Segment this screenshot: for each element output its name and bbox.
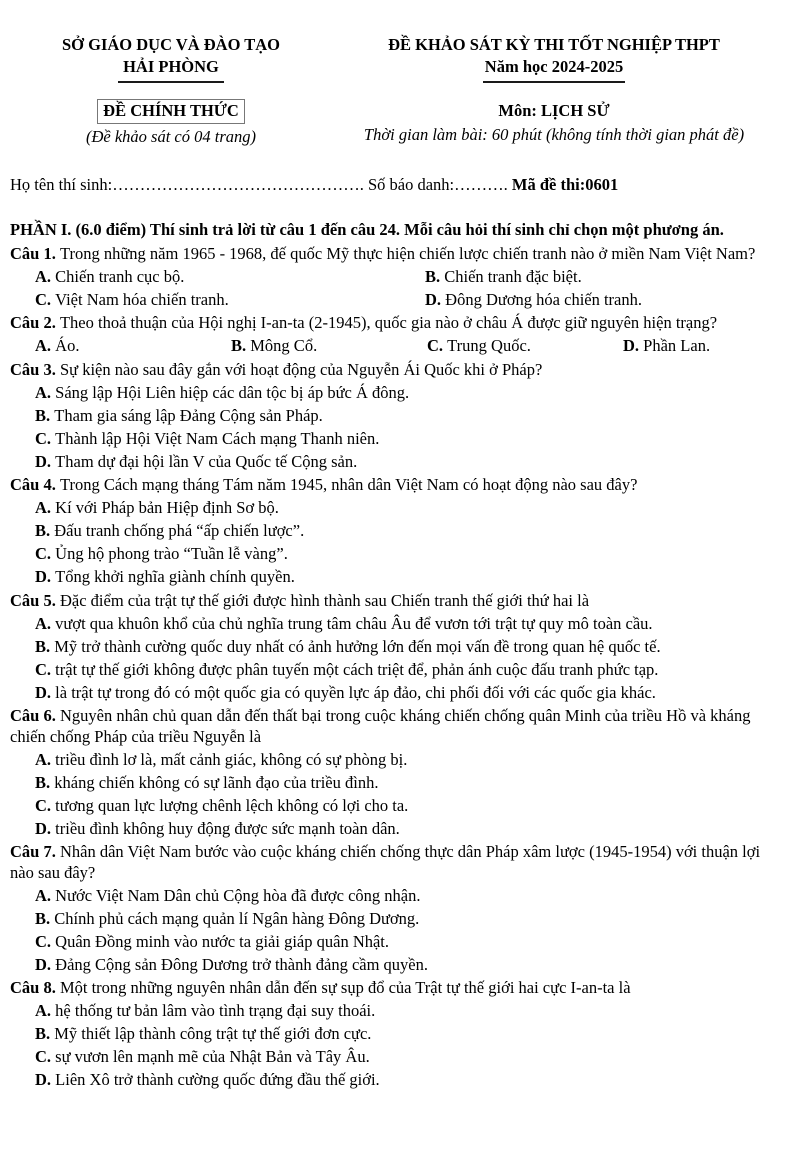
option-text: Đông Dương hóa chiến tranh.: [445, 289, 643, 309]
option-text: Kí với Pháp bản Hiệp định Sơ bộ.: [55, 498, 279, 517]
option-text: Mỹ trở thành cường quốc duy nhất có ảnh hưởng lớn đến mọi vấn đề trong quan hệ quốc tế.: [54, 636, 661, 656]
official-exam-badge: ĐỀ CHÍNH THỨC: [97, 99, 245, 124]
option-letter: A.: [35, 498, 56, 517]
option-letter: C.: [35, 289, 56, 309]
question: [10, 360, 776, 473]
option-letter: B.: [35, 772, 55, 792]
question: [10, 706, 776, 839]
options: [10, 614, 776, 704]
question-text: Một trong những nguyên nhân dẫn đến sự sụp đổ của Trật tự thế giới hai cực I-an-ta là: [59, 978, 631, 997]
question: [10, 978, 776, 1091]
options: [10, 498, 776, 588]
question-stem: [10, 360, 776, 381]
options: [10, 264, 776, 310]
option-text: trật tự thế giới không được phân tuyến một cách triệt để, phản ánh cuộc đấu tranh phức tạp.: [55, 659, 659, 679]
option-c: [427, 336, 623, 357]
exam-code: Mã đề thi:0601: [511, 174, 619, 194]
option-b: [35, 909, 776, 930]
option-letter: D.: [425, 289, 446, 309]
option-c: [35, 660, 776, 681]
option-text: Áo.: [55, 336, 80, 355]
option-text: Nước Việt Nam Dân chủ Cộng hòa đã được công nhận.: [55, 885, 421, 905]
registration-number-dots: ……….: [454, 174, 512, 194]
option-d: [35, 567, 776, 588]
question-text: Trong những năm 1965 - 1968, đế quốc Mỹ thực hiện chiến lược chiến tranh nào ở miền Nam Việt Nam?: [59, 243, 756, 263]
exam-header: [10, 34, 776, 148]
question-label: Câu 2.: [10, 313, 60, 332]
option-letter: C.: [35, 428, 56, 448]
exam-title: ĐỀ KHẢO SÁT KỲ THI TỐT NGHIỆP THPT: [388, 35, 720, 54]
option-letter: A.: [35, 613, 56, 633]
option-letter: B.: [35, 521, 55, 540]
duration-line: Thời gian làm bài: 60 phút (không tính thời gian phát đề): [363, 125, 745, 144]
option-text: Phần Lan.: [643, 336, 711, 355]
question-label: Câu 4.: [10, 475, 60, 494]
question-stem: [10, 706, 776, 747]
official-box-wrap: [10, 83, 332, 124]
header-right-rule: [483, 81, 625, 83]
question-text: Theo thoả thuận của Hội nghị I-an-ta (2-1945), quốc gia nào ở châu Á được giữ nguyên hiện trạng?: [59, 313, 718, 332]
question: [10, 842, 776, 975]
subject-line: Môn: LỊCH SỬ: [498, 101, 610, 120]
option-text: Tổng khởi nghĩa giành chính quyền.: [55, 567, 295, 586]
question-label: Câu 5.: [10, 590, 60, 610]
option-d: [425, 290, 776, 311]
option-text: Mỹ thiết lập thành công trật tự thế giới đơn cực.: [54, 1024, 372, 1043]
options: [10, 383, 776, 473]
option-text: Liên Xô trở thành cường quốc đứng đầu thế giới.: [55, 1070, 380, 1089]
option-letter: D.: [623, 336, 644, 355]
option-letter: A.: [35, 885, 56, 905]
option-letter: D.: [35, 818, 56, 838]
option-a: [35, 614, 776, 635]
option-b: [231, 336, 427, 357]
question-stem: [10, 978, 776, 999]
option-letter: D.: [35, 1070, 56, 1089]
option-letter: B.: [35, 405, 55, 425]
option-d: [35, 452, 776, 473]
options: [10, 1001, 776, 1091]
option-c: [35, 1047, 776, 1068]
question-label: Câu 8.: [10, 978, 60, 997]
option-letter: B.: [231, 336, 251, 355]
option-letter: D.: [35, 682, 56, 702]
option-a: [35, 1001, 776, 1022]
option-letter: A.: [35, 336, 56, 355]
option-text: Đảng Cộng sản Đông Dương trở thành đảng cầm quyền.: [55, 954, 429, 974]
option-c: [35, 932, 776, 953]
option-text: vượt qua khuôn khổ của chủ nghĩa trung tâm châu Âu để vươn tới trật tự quy mô toàn cầu.: [55, 613, 653, 633]
school-year: Năm học 2024-2025: [484, 57, 624, 76]
option-text: Chiến tranh cục bộ.: [55, 266, 185, 286]
question-label: Câu 3.: [10, 359, 60, 379]
option-b: [425, 267, 776, 288]
question-text: Sự kiện nào sau đây gắn với hoạt động của Nguyễn Ái Quốc khi ở Pháp?: [59, 359, 543, 379]
question-label: Câu 7.: [10, 842, 60, 861]
option-letter: D.: [35, 567, 56, 586]
options: [10, 886, 776, 976]
option-letter: C.: [35, 659, 56, 679]
option-text: tương quan lực lượng chênh lệch không có lợi cho ta.: [55, 795, 409, 815]
option-d: [35, 955, 776, 976]
option-text: Chiến tranh đặc biệt.: [444, 266, 582, 286]
option-text: hệ thống tư bản lâm vào tình trạng đại suy thoái.: [55, 1001, 376, 1020]
option-text: Ủng hộ phong trào “Tuần lễ vàng”.: [55, 544, 288, 563]
questions-list: [10, 244, 776, 1091]
option-b: [35, 773, 776, 794]
option-d: [35, 819, 776, 840]
option-b: [35, 406, 776, 427]
candidate-row: [10, 175, 776, 196]
header-left-block: [10, 34, 332, 148]
option-text: Trung Quốc.: [447, 336, 531, 355]
option-letter: B.: [35, 1024, 55, 1043]
question-stem: [10, 591, 776, 612]
question: [10, 475, 776, 588]
option-text: Thành lập Hội Việt Nam Cách mạng Thanh niên.: [55, 428, 380, 448]
question-label: Câu 1.: [10, 243, 60, 263]
option-letter: A.: [35, 1001, 56, 1020]
option-c: [35, 544, 776, 565]
option-letter: D.: [35, 451, 56, 471]
question: [10, 244, 776, 311]
option-text: Mông Cổ.: [250, 336, 318, 355]
option-text: Sáng lập Hội Liên hiệp các dân tộc bị áp bức Á đông.: [55, 382, 410, 402]
option-a: [35, 336, 231, 357]
option-text: Việt Nam hóa chiến tranh.: [55, 289, 229, 309]
pages-note: (Đề khảo sát có 04 trang): [85, 127, 256, 146]
option-c: [35, 290, 425, 311]
option-c: [35, 429, 776, 450]
question-text: Trong Cách mạng tháng Tám năm 1945, nhân dân Việt Nam có hoạt động nào sau đây?: [59, 475, 638, 494]
option-b: [35, 1024, 776, 1045]
option-letter: B.: [425, 266, 445, 286]
option-letter: B.: [35, 908, 55, 928]
option-letter: C.: [35, 544, 56, 563]
issuing-province: HẢI PHÒNG: [123, 57, 219, 76]
question-text: Nguyên nhân chủ quan dẫn đến thất bại trong cuộc kháng chiến chống quân Minh của triều Hồ và kháng chiến chống Pháp của triều Nguyễn là: [10, 706, 751, 746]
option-letter: A.: [35, 382, 56, 402]
question: [10, 313, 776, 357]
question-stem: [10, 475, 776, 496]
option-text: Quân Đồng minh vào nước ta giải giáp quân Nhật.: [55, 931, 390, 951]
option-a: [35, 383, 776, 404]
option-letter: C.: [35, 1047, 56, 1066]
option-letter: D.: [35, 954, 56, 974]
option-d: [35, 1070, 776, 1091]
issuing-department: SỞ GIÁO DỤC VÀ ĐÀO TẠO: [61, 35, 281, 54]
option-text: Đấu tranh chống phá “ấp chiến lược”.: [54, 521, 305, 540]
option-text: triều đình không huy động được sức mạnh toàn dân.: [55, 818, 400, 838]
part1-heading: PHẦN I. (6.0 điểm) Thí sinh trả lời từ câu 1 đến câu 24. Mỗi câu hỏi thí sinh chỉ chọn một phương án.: [10, 220, 724, 239]
option-text: triều đình lơ là, mất cảnh giác, không có sự phòng bị.: [55, 749, 408, 769]
option-letter: C.: [427, 336, 448, 355]
question-text: Nhân dân Việt Nam bước vào cuộc kháng chiến chống thực dân Pháp xâm lược (1945-1954) với thuận lợi nào sau đây?: [10, 842, 761, 882]
header-right-block: [332, 34, 776, 148]
option-letter: A.: [35, 266, 56, 286]
option-letter: B.: [35, 636, 55, 656]
option-letter: C.: [35, 795, 56, 815]
option-a: [35, 498, 776, 519]
registration-number-label: Số báo danh:: [367, 174, 455, 194]
option-letter: C.: [35, 931, 56, 951]
option-b: [35, 521, 776, 542]
option-c: [35, 796, 776, 817]
option-a: [35, 750, 776, 771]
options: [10, 334, 776, 357]
option-text: Tham dự đại hội lần V của Quốc tế Cộng sản.: [55, 451, 358, 471]
question-text: Đặc điểm của trật tự thế giới được hình thành sau Chiến tranh thế giới thứ hai là: [59, 590, 590, 610]
candidate-name-dots: ……………………………………….: [112, 174, 368, 194]
option-b: [35, 637, 776, 658]
option-text: Chính phủ cách mạng quản lí Ngân hàng Đông Dương.: [54, 908, 420, 928]
question: [10, 591, 776, 704]
option-a: [35, 886, 776, 907]
option-d: [623, 336, 776, 357]
options: [10, 750, 776, 840]
option-text: Tham gia sáng lập Đảng Cộng sản Pháp.: [54, 405, 323, 425]
question-label: Câu 6.: [10, 706, 60, 725]
option-a: [35, 267, 425, 288]
option-d: [35, 683, 776, 704]
option-text: sự vươn lên mạnh mẽ của Nhật Bản và Tây Âu.: [55, 1047, 370, 1066]
option-letter: A.: [35, 749, 56, 769]
candidate-name-label: Họ tên thí sinh:: [10, 174, 113, 194]
option-text: kháng chiến không có sự lãnh đạo của triều đình.: [54, 772, 379, 792]
question-stem: [10, 842, 776, 883]
option-text: là trật tự trong đó có một quốc gia có quyền lực áp đảo, chi phối đối với các quốc gia khác.: [55, 682, 656, 702]
question-stem: [10, 313, 776, 334]
question-stem: [10, 244, 776, 265]
